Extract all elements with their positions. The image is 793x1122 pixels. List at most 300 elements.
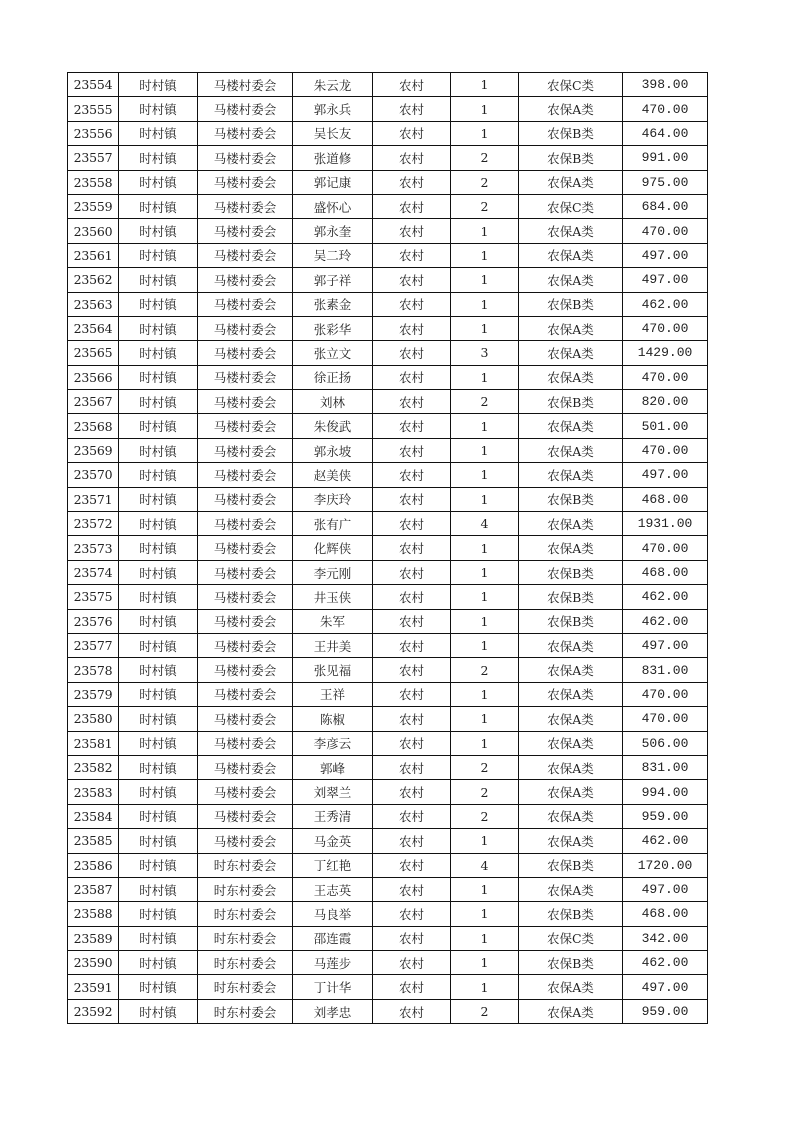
area-type-cell: 农村 (373, 951, 451, 975)
household-size-cell: 1 (451, 73, 519, 97)
person-name-cell: 吴二玲 (293, 243, 373, 267)
person-name-cell: 丁计华 (293, 975, 373, 999)
insurance-category-cell: 农保A类 (519, 536, 623, 560)
insurance-category-cell: 农保A类 (519, 707, 623, 731)
area-type-cell: 农村 (373, 926, 451, 950)
town-cell: 时村镇 (119, 536, 198, 560)
household-size-cell: 1 (451, 633, 519, 657)
household-size-cell: 1 (451, 707, 519, 731)
record-id-cell: 23555 (68, 97, 119, 121)
record-id-cell: 23559 (68, 194, 119, 218)
record-id-cell: 23586 (68, 853, 119, 877)
amount-cell: 464.00 (623, 121, 708, 145)
town-cell: 时村镇 (119, 999, 198, 1023)
insurance-category-cell: 农保A类 (519, 682, 623, 706)
town-cell: 时村镇 (119, 170, 198, 194)
person-name-cell: 丁红艳 (293, 853, 373, 877)
area-type-cell: 农村 (373, 292, 451, 316)
town-cell: 时村镇 (119, 877, 198, 901)
amount-cell: 470.00 (623, 316, 708, 340)
table-row (68, 97, 708, 121)
insurance-category-cell: 农保B类 (519, 146, 623, 170)
table-row (68, 951, 708, 975)
amount-cell: 959.00 (623, 999, 708, 1023)
town-cell: 时村镇 (119, 73, 198, 97)
subsidy-table (67, 72, 708, 1024)
village-committee-cell: 马楼村委会 (198, 341, 293, 365)
amount-cell: 497.00 (623, 633, 708, 657)
amount-cell: 398.00 (623, 73, 708, 97)
record-id-cell: 23554 (68, 73, 119, 97)
table-row (68, 170, 708, 194)
amount-cell: 462.00 (623, 609, 708, 633)
household-size-cell: 1 (451, 414, 519, 438)
insurance-category-cell: 农保A类 (519, 780, 623, 804)
table-row (68, 731, 708, 755)
village-committee-cell: 时东村委会 (198, 951, 293, 975)
area-type-cell: 农村 (373, 268, 451, 292)
area-type-cell: 农村 (373, 194, 451, 218)
table-row (68, 414, 708, 438)
table-row (68, 999, 708, 1023)
person-name-cell: 李彦云 (293, 731, 373, 755)
area-type-cell: 农村 (373, 707, 451, 731)
household-size-cell: 1 (451, 292, 519, 316)
household-size-cell: 2 (451, 658, 519, 682)
town-cell: 时村镇 (119, 438, 198, 462)
amount-cell: 462.00 (623, 951, 708, 975)
household-size-cell: 1 (451, 365, 519, 389)
village-committee-cell: 马楼村委会 (198, 658, 293, 682)
amount-cell: 959.00 (623, 804, 708, 828)
amount-cell: 470.00 (623, 707, 708, 731)
record-id-cell: 23564 (68, 316, 119, 340)
village-committee-cell: 马楼村委会 (198, 438, 293, 462)
insurance-category-cell: 农保A类 (519, 658, 623, 682)
person-name-cell: 邵连霞 (293, 926, 373, 950)
area-type-cell: 农村 (373, 853, 451, 877)
area-type-cell: 农村 (373, 316, 451, 340)
town-cell: 时村镇 (119, 926, 198, 950)
area-type-cell: 农村 (373, 755, 451, 779)
amount-cell: 831.00 (623, 755, 708, 779)
area-type-cell: 农村 (373, 975, 451, 999)
household-size-cell: 1 (451, 438, 519, 462)
table-row (68, 463, 708, 487)
insurance-category-cell: 农保B类 (519, 121, 623, 145)
village-committee-cell: 马楼村委会 (198, 390, 293, 414)
town-cell: 时村镇 (119, 975, 198, 999)
amount-cell: 470.00 (623, 97, 708, 121)
amount-cell: 470.00 (623, 219, 708, 243)
insurance-category-cell: 农保B类 (519, 390, 623, 414)
area-type-cell: 农村 (373, 121, 451, 145)
household-size-cell: 1 (451, 902, 519, 926)
insurance-category-cell: 农保A类 (519, 512, 623, 536)
household-size-cell: 1 (451, 219, 519, 243)
table-row (68, 438, 708, 462)
household-size-cell: 1 (451, 487, 519, 511)
person-name-cell: 吴长友 (293, 121, 373, 145)
town-cell: 时村镇 (119, 560, 198, 584)
insurance-category-cell: 农保A类 (519, 438, 623, 462)
person-name-cell: 张立文 (293, 341, 373, 365)
record-id-cell: 23565 (68, 341, 119, 365)
table-body (68, 73, 708, 1024)
village-committee-cell: 马楼村委会 (198, 780, 293, 804)
household-size-cell: 2 (451, 999, 519, 1023)
village-committee-cell: 马楼村委会 (198, 243, 293, 267)
insurance-category-cell: 农保A类 (519, 804, 623, 828)
household-size-cell: 3 (451, 341, 519, 365)
table-row (68, 292, 708, 316)
household-size-cell: 1 (451, 926, 519, 950)
insurance-category-cell: 农保B类 (519, 902, 623, 926)
person-name-cell: 王志英 (293, 877, 373, 901)
village-committee-cell: 马楼村委会 (198, 512, 293, 536)
town-cell: 时村镇 (119, 609, 198, 633)
area-type-cell: 农村 (373, 170, 451, 194)
village-committee-cell: 马楼村委会 (198, 536, 293, 560)
household-size-cell: 2 (451, 390, 519, 414)
village-committee-cell: 马楼村委会 (198, 560, 293, 584)
insurance-category-cell: 农保A类 (519, 755, 623, 779)
village-committee-cell: 时东村委会 (198, 999, 293, 1023)
area-type-cell: 农村 (373, 341, 451, 365)
town-cell: 时村镇 (119, 316, 198, 340)
amount-cell: 497.00 (623, 463, 708, 487)
town-cell: 时村镇 (119, 268, 198, 292)
record-id-cell: 23585 (68, 829, 119, 853)
town-cell: 时村镇 (119, 512, 198, 536)
town-cell: 时村镇 (119, 731, 198, 755)
village-committee-cell: 马楼村委会 (198, 170, 293, 194)
household-size-cell: 1 (451, 463, 519, 487)
person-name-cell: 郭子祥 (293, 268, 373, 292)
person-name-cell: 朱俊武 (293, 414, 373, 438)
amount-cell: 501.00 (623, 414, 708, 438)
person-name-cell: 王井美 (293, 633, 373, 657)
village-committee-cell: 马楼村委会 (198, 487, 293, 511)
village-committee-cell: 马楼村委会 (198, 609, 293, 633)
record-id-cell: 23558 (68, 170, 119, 194)
area-type-cell: 农村 (373, 780, 451, 804)
table-row (68, 243, 708, 267)
person-name-cell: 马金英 (293, 829, 373, 853)
area-type-cell: 农村 (373, 512, 451, 536)
insurance-category-cell: 农保B类 (519, 487, 623, 511)
town-cell: 时村镇 (119, 902, 198, 926)
table-row (68, 365, 708, 389)
insurance-category-cell: 农保A类 (519, 268, 623, 292)
table-row (68, 804, 708, 828)
table-row (68, 658, 708, 682)
insurance-category-cell: 农保A类 (519, 316, 623, 340)
record-id-cell: 23568 (68, 414, 119, 438)
household-size-cell: 1 (451, 682, 519, 706)
household-size-cell: 1 (451, 829, 519, 853)
village-committee-cell: 马楼村委会 (198, 316, 293, 340)
record-id-cell: 23567 (68, 390, 119, 414)
person-name-cell: 陈椒 (293, 707, 373, 731)
amount-cell: 1931.00 (623, 512, 708, 536)
household-size-cell: 1 (451, 316, 519, 340)
village-committee-cell: 马楼村委会 (198, 219, 293, 243)
insurance-category-cell: 农保A类 (519, 731, 623, 755)
town-cell: 时村镇 (119, 97, 198, 121)
amount-cell: 831.00 (623, 658, 708, 682)
record-id-cell: 23569 (68, 438, 119, 462)
person-name-cell: 郭峰 (293, 755, 373, 779)
record-id-cell: 23574 (68, 560, 119, 584)
amount-cell: 497.00 (623, 268, 708, 292)
town-cell: 时村镇 (119, 707, 198, 731)
household-size-cell: 2 (451, 170, 519, 194)
town-cell: 时村镇 (119, 219, 198, 243)
person-name-cell: 郭永奎 (293, 219, 373, 243)
insurance-category-cell: 农保A类 (519, 999, 623, 1023)
village-committee-cell: 马楼村委会 (198, 585, 293, 609)
amount-cell: 468.00 (623, 902, 708, 926)
village-committee-cell: 马楼村委会 (198, 633, 293, 657)
area-type-cell: 农村 (373, 609, 451, 633)
area-type-cell: 农村 (373, 731, 451, 755)
table-row (68, 268, 708, 292)
household-size-cell: 1 (451, 951, 519, 975)
insurance-category-cell: 农保C类 (519, 926, 623, 950)
insurance-category-cell: 农保A类 (519, 170, 623, 194)
table-row (68, 975, 708, 999)
record-id-cell: 23557 (68, 146, 119, 170)
town-cell: 时村镇 (119, 853, 198, 877)
record-id-cell: 23579 (68, 682, 119, 706)
amount-cell: 462.00 (623, 829, 708, 853)
table-row (68, 146, 708, 170)
amount-cell: 468.00 (623, 560, 708, 584)
record-id-cell: 23584 (68, 804, 119, 828)
person-name-cell: 刘孝忠 (293, 999, 373, 1023)
person-name-cell: 李庆玲 (293, 487, 373, 511)
record-id-cell: 23570 (68, 463, 119, 487)
amount-cell: 342.00 (623, 926, 708, 950)
area-type-cell: 农村 (373, 877, 451, 901)
person-name-cell: 王秀清 (293, 804, 373, 828)
village-committee-cell: 马楼村委会 (198, 463, 293, 487)
village-committee-cell: 马楼村委会 (198, 804, 293, 828)
village-committee-cell: 马楼村委会 (198, 829, 293, 853)
household-size-cell: 1 (451, 536, 519, 560)
village-committee-cell: 马楼村委会 (198, 414, 293, 438)
household-size-cell: 1 (451, 560, 519, 584)
household-size-cell: 1 (451, 975, 519, 999)
insurance-category-cell: 农保A类 (519, 365, 623, 389)
person-name-cell: 张素金 (293, 292, 373, 316)
insurance-category-cell: 农保B类 (519, 853, 623, 877)
town-cell: 时村镇 (119, 414, 198, 438)
record-id-cell: 23560 (68, 219, 119, 243)
table-row (68, 877, 708, 901)
insurance-category-cell: 农保A类 (519, 975, 623, 999)
household-size-cell: 1 (451, 877, 519, 901)
insurance-category-cell: 农保A类 (519, 463, 623, 487)
household-size-cell: 2 (451, 804, 519, 828)
record-id-cell: 23573 (68, 536, 119, 560)
record-id-cell: 23556 (68, 121, 119, 145)
village-committee-cell: 时东村委会 (198, 975, 293, 999)
area-type-cell: 农村 (373, 414, 451, 438)
amount-cell: 820.00 (623, 390, 708, 414)
area-type-cell: 农村 (373, 829, 451, 853)
amount-cell: 468.00 (623, 487, 708, 511)
table-row (68, 316, 708, 340)
record-id-cell: 23587 (68, 877, 119, 901)
insurance-category-cell: 农保A类 (519, 877, 623, 901)
person-name-cell: 王祥 (293, 682, 373, 706)
insurance-category-cell: 农保A类 (519, 829, 623, 853)
record-id-cell: 23578 (68, 658, 119, 682)
village-committee-cell: 马楼村委会 (198, 755, 293, 779)
amount-cell: 497.00 (623, 975, 708, 999)
table-row (68, 121, 708, 145)
amount-cell: 462.00 (623, 585, 708, 609)
area-type-cell: 农村 (373, 219, 451, 243)
record-id-cell: 23588 (68, 902, 119, 926)
table-row (68, 853, 708, 877)
person-name-cell: 张见福 (293, 658, 373, 682)
table-row (68, 512, 708, 536)
village-committee-cell: 时东村委会 (198, 926, 293, 950)
person-name-cell: 郭记康 (293, 170, 373, 194)
area-type-cell: 农村 (373, 658, 451, 682)
town-cell: 时村镇 (119, 951, 198, 975)
amount-cell: 1429.00 (623, 341, 708, 365)
amount-cell: 975.00 (623, 170, 708, 194)
insurance-category-cell: 农保B类 (519, 609, 623, 633)
town-cell: 时村镇 (119, 633, 198, 657)
village-committee-cell: 时东村委会 (198, 877, 293, 901)
area-type-cell: 农村 (373, 999, 451, 1023)
person-name-cell: 井玉侠 (293, 585, 373, 609)
record-id-cell: 23562 (68, 268, 119, 292)
table-row (68, 585, 708, 609)
table-row (68, 609, 708, 633)
area-type-cell: 农村 (373, 536, 451, 560)
amount-cell: 506.00 (623, 731, 708, 755)
area-type-cell: 农村 (373, 73, 451, 97)
table-row (68, 926, 708, 950)
town-cell: 时村镇 (119, 365, 198, 389)
area-type-cell: 农村 (373, 585, 451, 609)
village-committee-cell: 马楼村委会 (198, 292, 293, 316)
record-id-cell: 23581 (68, 731, 119, 755)
person-name-cell: 马莲步 (293, 951, 373, 975)
amount-cell: 1720.00 (623, 853, 708, 877)
village-committee-cell: 时东村委会 (198, 902, 293, 926)
person-name-cell: 朱云龙 (293, 73, 373, 97)
amount-cell: 497.00 (623, 877, 708, 901)
person-name-cell: 赵美侠 (293, 463, 373, 487)
person-name-cell: 盛怀心 (293, 194, 373, 218)
town-cell: 时村镇 (119, 146, 198, 170)
person-name-cell: 张彩华 (293, 316, 373, 340)
town-cell: 时村镇 (119, 829, 198, 853)
table-row (68, 560, 708, 584)
town-cell: 时村镇 (119, 121, 198, 145)
town-cell: 时村镇 (119, 682, 198, 706)
insurance-category-cell: 农保A类 (519, 633, 623, 657)
town-cell: 时村镇 (119, 780, 198, 804)
person-name-cell: 郭永兵 (293, 97, 373, 121)
area-type-cell: 农村 (373, 902, 451, 926)
record-id-cell: 23572 (68, 512, 119, 536)
record-id-cell: 23576 (68, 609, 119, 633)
amount-cell: 994.00 (623, 780, 708, 804)
amount-cell: 470.00 (623, 536, 708, 560)
table-row (68, 194, 708, 218)
record-id-cell: 23590 (68, 951, 119, 975)
village-committee-cell: 时东村委会 (198, 853, 293, 877)
household-size-cell: 1 (451, 97, 519, 121)
person-name-cell: 张有广 (293, 512, 373, 536)
table-row (68, 536, 708, 560)
village-committee-cell: 马楼村委会 (198, 194, 293, 218)
household-size-cell: 1 (451, 585, 519, 609)
insurance-category-cell: 农保A类 (519, 414, 623, 438)
town-cell: 时村镇 (119, 585, 198, 609)
person-name-cell: 郭永坡 (293, 438, 373, 462)
record-id-cell: 23561 (68, 243, 119, 267)
record-id-cell: 23592 (68, 999, 119, 1023)
record-id-cell: 23589 (68, 926, 119, 950)
amount-cell: 991.00 (623, 146, 708, 170)
record-id-cell: 23577 (68, 633, 119, 657)
town-cell: 时村镇 (119, 243, 198, 267)
insurance-category-cell: 农保B类 (519, 560, 623, 584)
record-id-cell: 23580 (68, 707, 119, 731)
town-cell: 时村镇 (119, 804, 198, 828)
insurance-category-cell: 农保A类 (519, 219, 623, 243)
household-size-cell: 4 (451, 512, 519, 536)
amount-cell: 497.00 (623, 243, 708, 267)
amount-cell: 470.00 (623, 682, 708, 706)
insurance-category-cell: 农保B类 (519, 585, 623, 609)
record-id-cell: 23571 (68, 487, 119, 511)
area-type-cell: 农村 (373, 487, 451, 511)
village-committee-cell: 马楼村委会 (198, 707, 293, 731)
insurance-category-cell: 农保B类 (519, 951, 623, 975)
insurance-category-cell: 农保C类 (519, 73, 623, 97)
table-row (68, 633, 708, 657)
table-row (68, 682, 708, 706)
area-type-cell: 农村 (373, 97, 451, 121)
household-size-cell: 2 (451, 755, 519, 779)
village-committee-cell: 马楼村委会 (198, 146, 293, 170)
village-committee-cell: 马楼村委会 (198, 365, 293, 389)
town-cell: 时村镇 (119, 658, 198, 682)
table-row (68, 487, 708, 511)
household-size-cell: 2 (451, 780, 519, 804)
village-committee-cell: 马楼村委会 (198, 97, 293, 121)
record-id-cell: 23563 (68, 292, 119, 316)
area-type-cell: 农村 (373, 438, 451, 462)
village-committee-cell: 马楼村委会 (198, 73, 293, 97)
area-type-cell: 农村 (373, 804, 451, 828)
area-type-cell: 农村 (373, 560, 451, 584)
insurance-category-cell: 农保C类 (519, 194, 623, 218)
area-type-cell: 农村 (373, 390, 451, 414)
village-committee-cell: 马楼村委会 (198, 682, 293, 706)
person-name-cell: 朱军 (293, 609, 373, 633)
